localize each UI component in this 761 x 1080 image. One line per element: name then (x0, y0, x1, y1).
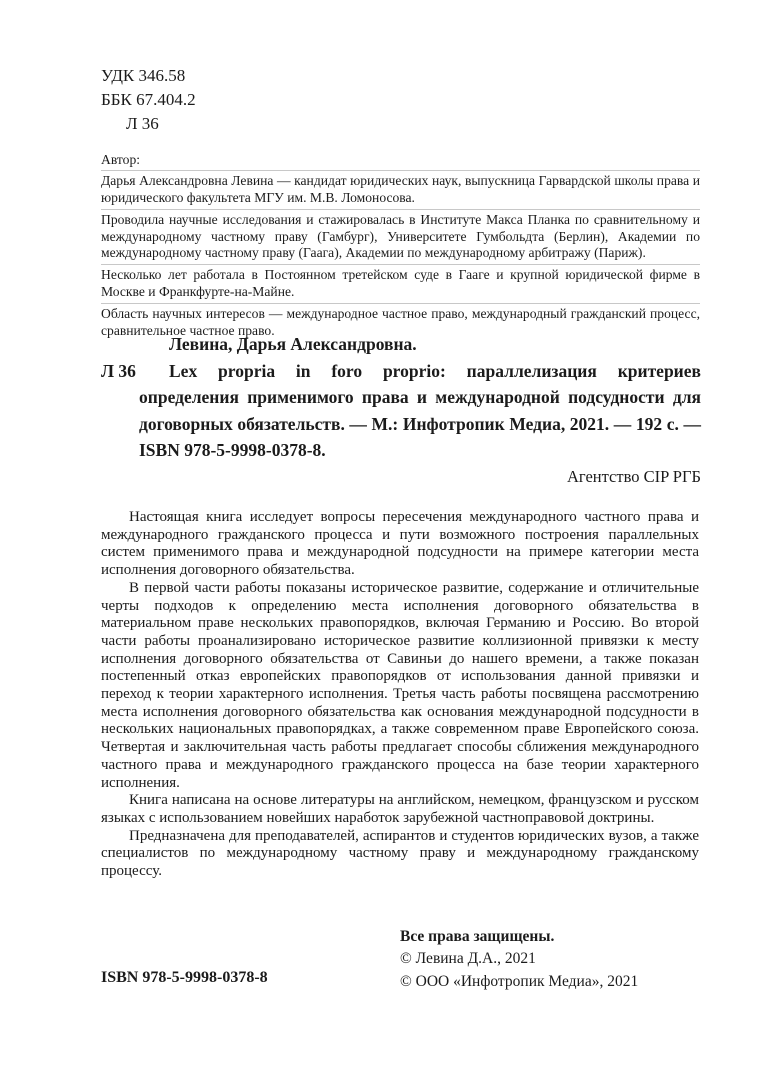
cip-agency-note: Агентство CIP РГБ (567, 466, 701, 486)
author-bio-paragraph: Дарья Александровна Левина — кандидат юридических наук, выпускница Гарвардской школы права и юридического факультета МГУ им. М.В. Ломоносова. (101, 171, 700, 210)
classification-codes (101, 64, 196, 136)
annotation-paragraph: Предназначена для преподавателей, аспирантов и студентов юридических вузов, а также специалистов по международному частному праву и международному гражданскому процессу. (101, 827, 699, 880)
annotation-paragraph: Настоящая книга исследует вопросы пересечения международного частного права и международного гражданского процесса и пути возможного построения параллельных систем применимого права и международной подсудности на примере категории места исполнения договорного обязательства. (101, 509, 699, 579)
author-bio-paragraph: Несколько лет работала в Постоянном третейском суде в Гааге и крупной юридической фирме в Москве и Франкфурте-на-Майне. (101, 265, 700, 304)
copyright-publisher: © ООО «Инфотропик Медиа», 2021 (400, 972, 639, 990)
annotation-paragraph: В первой части работы показаны историческое развитие, содержание и отличительные черты подходов к определению места исполнения договорного обязательства в материальном праве нескольких правопорядков, включая Германию и Россию. Во второй части работы проанализировано историческое развитие коллизионной привязки к месту исполнения договорного обязательства от Савиньи до нашего времени, а также показан постепенный отказ европейских правопорядков от использования данной привязки и переход к теории характерного исполнения. Третья часть работы посвящена рассмотрению места исполнения договорного обязательства как основания международной подсудности в нескольких национальных правопорядках, а также современном праве Европейского союза. Четвертая и заключительная часть работы предлагает способы сближения международного частного права и международного гражданского процесса на базе теории характерного исполнения. (101, 579, 699, 791)
biblio-margin-code: Л 36 (101, 361, 136, 381)
author-bio-paragraph: Область научных интересов — международное частное право, международный гражданский процесс, сравнительное частное право. (101, 306, 700, 338)
author-bio-paragraph: Проводила научные исследования и стажировалась в Институте Макса Планка по сравнительному и международному частному праву (Гамбург), Университете Гумбольдта (Берлин), Академии по международному частному праву (Гаага), Академии по международному арбитражу (Париж). (101, 210, 700, 265)
bbk-code: ББК 67.404.2 (101, 90, 196, 109)
copyright-block (400, 926, 638, 993)
author-info-block (101, 152, 700, 342)
annotation-block (101, 509, 699, 881)
biblio-description: Lex propria in foro proprio: параллелизация критериев определения применимого права и международной подсудности для договорных обязательств. — М.: Инфотропик Медиа, 2021. — 192 с. — ISBN 978-5-9998-0378-8. (139, 360, 701, 461)
udk-code: УДК 346.58 (101, 66, 186, 85)
copyright-author: © Левина Д.А., 2021 (400, 950, 536, 968)
author-label: Автор: (101, 152, 700, 171)
biblio-author-heading: Левина, Дарья Александровна. (169, 334, 417, 354)
isbn-number: ISBN 978-5-9998-0378-8 (101, 969, 268, 986)
author-sign-code: Л 36 (126, 114, 159, 133)
rights-reserved-note: Все права защищены. (400, 928, 555, 945)
bibliographic-record (101, 331, 701, 491)
biblio-body (139, 331, 701, 491)
annotation-paragraph: Книга написана на основе литературы на английском, немецком, французском и русском языках с использованием новейших наработок зарубежной частноправовой доктрины. (101, 792, 699, 826)
